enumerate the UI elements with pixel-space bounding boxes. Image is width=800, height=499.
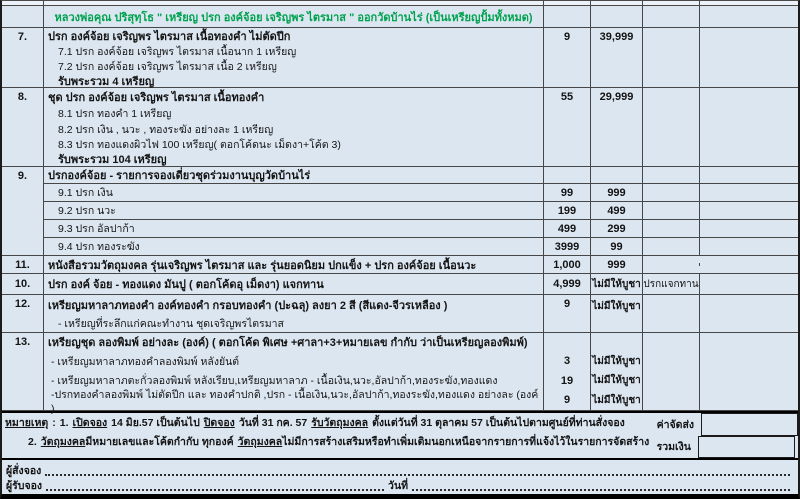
row-10-title: ปรก องค์ จ้อย - ทองแดง มันปู ( ตอกโค้ดอุ เม็ดงา) แจกทาน	[48, 279, 324, 291]
row-9-1-label: 9.1 ปรก เงิน	[58, 187, 113, 199]
row-11-price: 999	[591, 256, 643, 273]
row-9-4	[44, 238, 798, 255]
row-9-2-qty: 199	[544, 202, 591, 219]
row-10-note: ปรกแจกทาน	[643, 274, 700, 294]
row-11-number: 11.	[2, 256, 44, 273]
note-line-2: 2. วัตถุมงคล มีหมายเลขและโค้ตกำกับ ทุกองค์ วัตถุมงคล ไม่มีการสร้างเสริมหรือทำเพิ่มเติมนอกเหนือจากรายการที่แจ้งไว้ในรายการจัดสร้าง	[28, 435, 650, 448]
amulet-order-table	[2, 1, 798, 413]
shipping-cost-label: ค่าจัดส่ง	[656, 418, 694, 431]
row-9-title: ปรกองค์จ้อย - รายการจองเดี่ยวชุดร่วมงานบุญวัดบ้านไร่	[48, 170, 311, 182]
row-9-1-price: 999	[591, 184, 643, 201]
notes-heading: หมายเหตุ	[5, 417, 49, 429]
row-13-sub-1: - เหรียญมหาลาภทองคำลองพิมพ์ หลังยันต์	[51, 355, 240, 368]
row-8-title: ชุด ปรก องค์จ้อย เจริญพร ไตรมาส เนื้อทองคำ	[48, 91, 265, 104]
row-9-header	[44, 167, 798, 184]
orderer-label: ผู้สั่งจอง	[6, 465, 42, 477]
row-13-1-price: ไม่มีให้บูชา	[592, 355, 641, 367]
notes-section	[2, 413, 798, 460]
row-13-number: 13.	[2, 333, 44, 410]
row-7-summary: รับพระรวม 4 เหรียญ	[58, 75, 155, 88]
row-9-1-qty: 99	[544, 184, 591, 201]
row-12-sub-1: - เหรียญที่ระลึกแก่คณะทำงาน ชุดเจริญพรไตรมาส	[58, 317, 284, 330]
row-13-2-qty: 19	[560, 374, 574, 387]
shipping-cost-box[interactable]	[701, 413, 798, 436]
row-12	[2, 295, 798, 333]
row-8-sub-2: 8.2 ปรก เงิน , นวะ , ทองระฆัง อย่างละ 1 เหรียญ	[58, 123, 274, 136]
row-9-3-label: 9.3 ปรก อัลปาก้า	[58, 223, 135, 235]
table-title: หลวงพ่อคุณ ปริสุทฺโธ " เหรียญ ปรก องค์จ้อย เจริญพร ไตรมาส " ออกวัดบ้านไร่ (เป็นเหรียญปั้มทั้งหมด)	[54, 11, 533, 24]
row-7-sub-1: 7.1 ปรก องค์จ้อย เจริญพร ไตรมาส เนื้อนาก 1 เหรียญ	[58, 46, 297, 58]
row-7	[2, 28, 798, 88]
receiver-label: ผู้รับจอง	[6, 480, 43, 492]
row-9-4-qty: 3999	[544, 238, 591, 255]
date-line[interactable]	[412, 478, 790, 491]
row-9-3	[44, 220, 798, 238]
row-9-1	[44, 184, 798, 202]
row-11-qty: 1,000	[544, 256, 591, 273]
row-8-summary: รับพระรวม 104 เหรียญ	[58, 154, 167, 166]
receive-items-label: รับวัตถุมงคล	[311, 417, 369, 429]
row-10-number: 10.	[2, 274, 44, 294]
row-9	[2, 167, 798, 256]
row-12-price: ไม่มีให้บูชา	[591, 295, 643, 332]
row-10-price: ไม่มีให้บูชา	[591, 274, 643, 294]
row-9-3-price: 299	[591, 220, 643, 237]
row-10	[2, 274, 798, 295]
date-label: วันที่	[388, 480, 409, 492]
row-8-sub-1: 8.1 ปรก ทองคำ 1 เหรียญ	[58, 107, 172, 120]
row-8-qty: 55	[544, 88, 591, 166]
row-7-price: 39,999	[591, 28, 643, 87]
row-11-title: หนังสือรวมวัตถุมงคล รุ่นเจริญพร ไตรมาส และ รุ่นยอดนิยม ปกแข็ง + ปรก องค์จ้อย เนื้อนวะ	[48, 259, 477, 272]
row-9-4-price: 99	[591, 238, 643, 255]
open-booking-label: เปิดจอง	[72, 417, 108, 429]
row-9-2-label: 9.2 ปรก นวะ	[58, 205, 116, 217]
row-11	[2, 256, 798, 274]
row-13-3-qty: 9	[563, 394, 571, 406]
row-13-2-price: ไม่มีให้บูชา	[592, 375, 641, 386]
row-7-title: ปรก องค์จ้อย เจริญพร ไตรมาส เนื้อทองคำ ไม่ตัดปีก	[48, 31, 291, 43]
row-12-qty: 9	[544, 295, 591, 332]
note-line-1: หมายเหตุ : 1. เปิดจอง 14 มิย.57 เป็นต้นไป ปิดจอง วันที่ 31 กค. 57 รับวัตถุมงคล ตั้งแต่วันที่ 31 ตุลาคม 57 เป็นต้นไปตามศูนย์ที่ท่านสั่งจอง	[2, 413, 798, 432]
row-12-title: เหรียญมหาลาภทองคำ องค์ทองคำ กรอบทองคำ (ปะฉลุ) ลงยา 2 สี (สีแดง-จีวรเหลือง )	[48, 299, 448, 312]
row-8-price: 29,999	[591, 88, 643, 166]
row-13	[2, 333, 798, 415]
row-8	[2, 88, 798, 167]
row-13-sub-2: - เหรียญมหาลาภตะกั่วลองพิมพ์ หลังเรียบ,เหรียญมหาลาภ - เนื้อเงิน,นวะ,อัลปาก้า,ทองระฆัง,ทองแดง	[51, 375, 498, 387]
row-9-2	[44, 202, 798, 220]
row-8-sub-3: 8.3 ปรก ทองแดงผิวไฟ 100 เหรียญ( ตอกโค้ดนะ เม็ดงา+โค้ต 3)	[58, 139, 341, 151]
row-7-sub-2: 7.2 ปรก องค์จ้อย เจริญพร ไตรมาส เนื้อ 2 เหรียญ	[58, 61, 277, 73]
row-9-4-label: 9.4 ปรก ทองระฆัง	[58, 241, 140, 253]
close-booking-label: ปิดจอง	[203, 417, 235, 429]
row-9-2-price: 499	[591, 202, 643, 219]
row-8-number: 8.	[2, 88, 44, 166]
row-9-3-qty: 499	[544, 220, 591, 237]
row-13-title: เหรียญชุด ลองพิมพ์ อย่างละ (องค์) ( ตอกโค้ด พิเศษ +ศาลา+3+หมายเลข กำกับ ว่าเป็นเหรียญลองพิมพ์)	[48, 337, 528, 349]
row-13-3-price: ไม่มีให้บูชา	[592, 394, 641, 406]
row-12-number: 12.	[2, 295, 44, 332]
total-amount-box[interactable]	[698, 436, 795, 459]
row-7-number: 7.	[2, 28, 44, 87]
row-7-qty: 9	[544, 28, 591, 87]
receiver-signature-line[interactable]	[46, 478, 384, 491]
signature-section	[2, 460, 798, 494]
total-amount-label: รวมเงิน	[656, 441, 691, 454]
table-title-row	[2, 6, 798, 28]
row-13-sub-3: -ปรกทองคำลองพิมพ์ ไม่ตัดปีก และ ทองคำปกติ ,ปรก - เนื้อเงิน,นวะ,อัลปาก้า,ทองระฆัง,ทองแดง อย่างละ (องค์ )	[51, 388, 539, 415]
row-10-qty: 4,999	[544, 274, 591, 294]
row-9-number: 9.	[2, 167, 44, 255]
orderer-signature-line[interactable]	[45, 463, 790, 476]
row-13-1-qty: 3	[563, 355, 571, 367]
